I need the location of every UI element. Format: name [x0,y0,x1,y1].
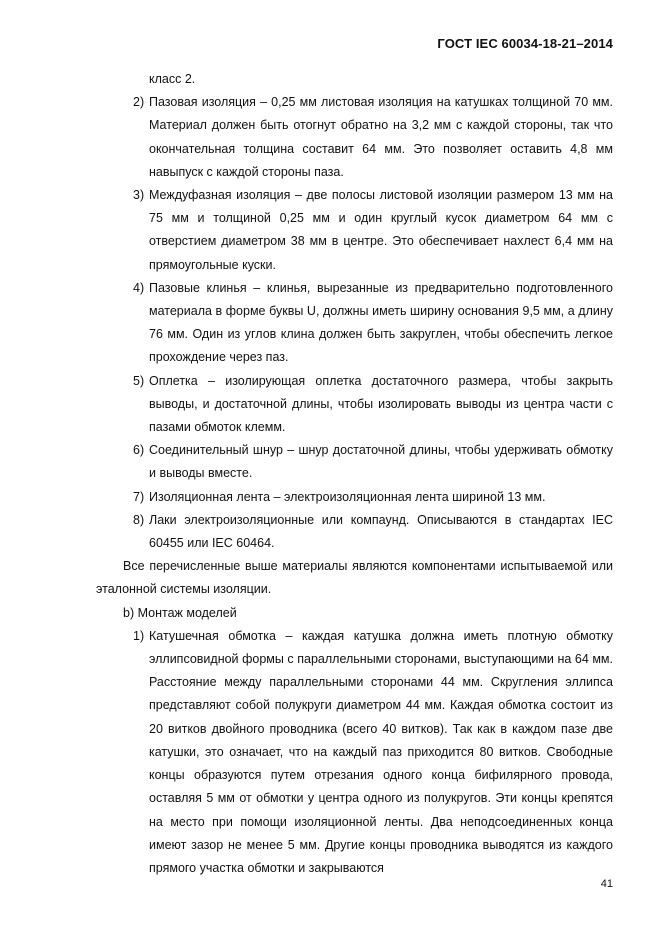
list-item [96,184,613,277]
list-item-number: 3) [133,188,145,203]
continued-text: класс 2. [149,72,196,86]
list-item [96,91,613,184]
list-item-text: Соединительный шнур – шнур достаточной длины, чтобы удерживать обмотку и выводы вместе. [149,443,613,481]
list-item [96,439,613,485]
list-item [96,509,613,555]
page-number: 41 [600,878,613,890]
list-item-number: 1) [133,628,145,643]
list-item-text: Лаки электроизоляционные или компаунд. Описываются в стандартах IEC 60455 или IEC 60464. [149,512,613,551]
list-item [96,486,613,509]
list-item [96,625,613,880]
section-heading: b) Монтаж моделей [123,605,237,620]
list-item-number: 6) [133,443,145,458]
list-item-text: Изоляционная лента – электроизоляционная лента шириной 13 мм. [149,489,546,504]
list-item-number: 4) [133,280,145,295]
list-item-text: Оплетка – изолирующая оплетка достаточного размера, чтобы закрыть выводы, и достаточной длины, чтобы изолировать выводы из центра части с пазами обмоток клемм. [149,373,613,435]
list-item-number: 5) [133,373,145,388]
list-item-text: Пазовая изоляция – 0,25 мм листовая изоляция на катушках толщиной 70 мм. Материал должен быть отогнут обратно на 3,2 мм с каждой стороны, так что окончательная толщина составит 64 мм. Это позволяет оставить 4,8 мм навыпуск с каждой стороны паза. [149,95,613,179]
list-item [96,370,613,440]
document-body [96,68,613,880]
list-item-number: 2) [133,95,145,110]
summary-paragraph: Все перечисленные выше материалы являются компонентами испытываемой или эталонной системы изоляции. [96,559,613,597]
list-item-text: Междуфазная изоляция – две полосы листовой изоляции размером 13 мм на 75 мм и толщиной 0,25 мм и один круглый кусок диаметром 64 мм с отверстием диаметром 38 мм в центре. Это обеспечивает нахлест 6,4 мм на прямоугольные куски. [149,188,613,272]
list-item-text: Пазовые клинья – клинья, вырезанные из предварительно подготовленного материала в форме буквы U, должны иметь ширину основания 9,5 мм, а длину 76 мм. Один из углов клина должен быть закруглен, чтобы обеспечить легкое прохождение через паз. [149,280,613,365]
list-item-number: 8) [133,512,145,527]
list-item-text: Катушечная обмотка – каждая катушка должна иметь плотную обмотку эллипсовидной формы с параллельными сторонами, выступающими на 64 мм. Расстояние между параллельными сторонами 44 мм. Скругления эллипса представляют собой полукруги диаметром 44 мм. Каждая обмотка состоит из 20 витков двойного проводника (всего 40 витков). Так как в каждом пазе две катушки, это означает, что на каждый паз приходится 80 витков. Свободные концы образуются путем отрезания одного конца бифилярного провода, оставляя 5 мм от обмотки у центра одного из полукругов. Эти концы крепятся на место при помощи изоляционной ленты. Два неподсоединенных конца имеют зазор не менее 5 мм. Другие концы проводника выводятся из каждого прямого участка обмотки и закрываются [149,628,613,875]
document-header: ГОСТ IEC 60034-18-21–2014 [437,36,613,51]
list-item-number: 7) [133,489,145,504]
list-item [96,277,613,370]
